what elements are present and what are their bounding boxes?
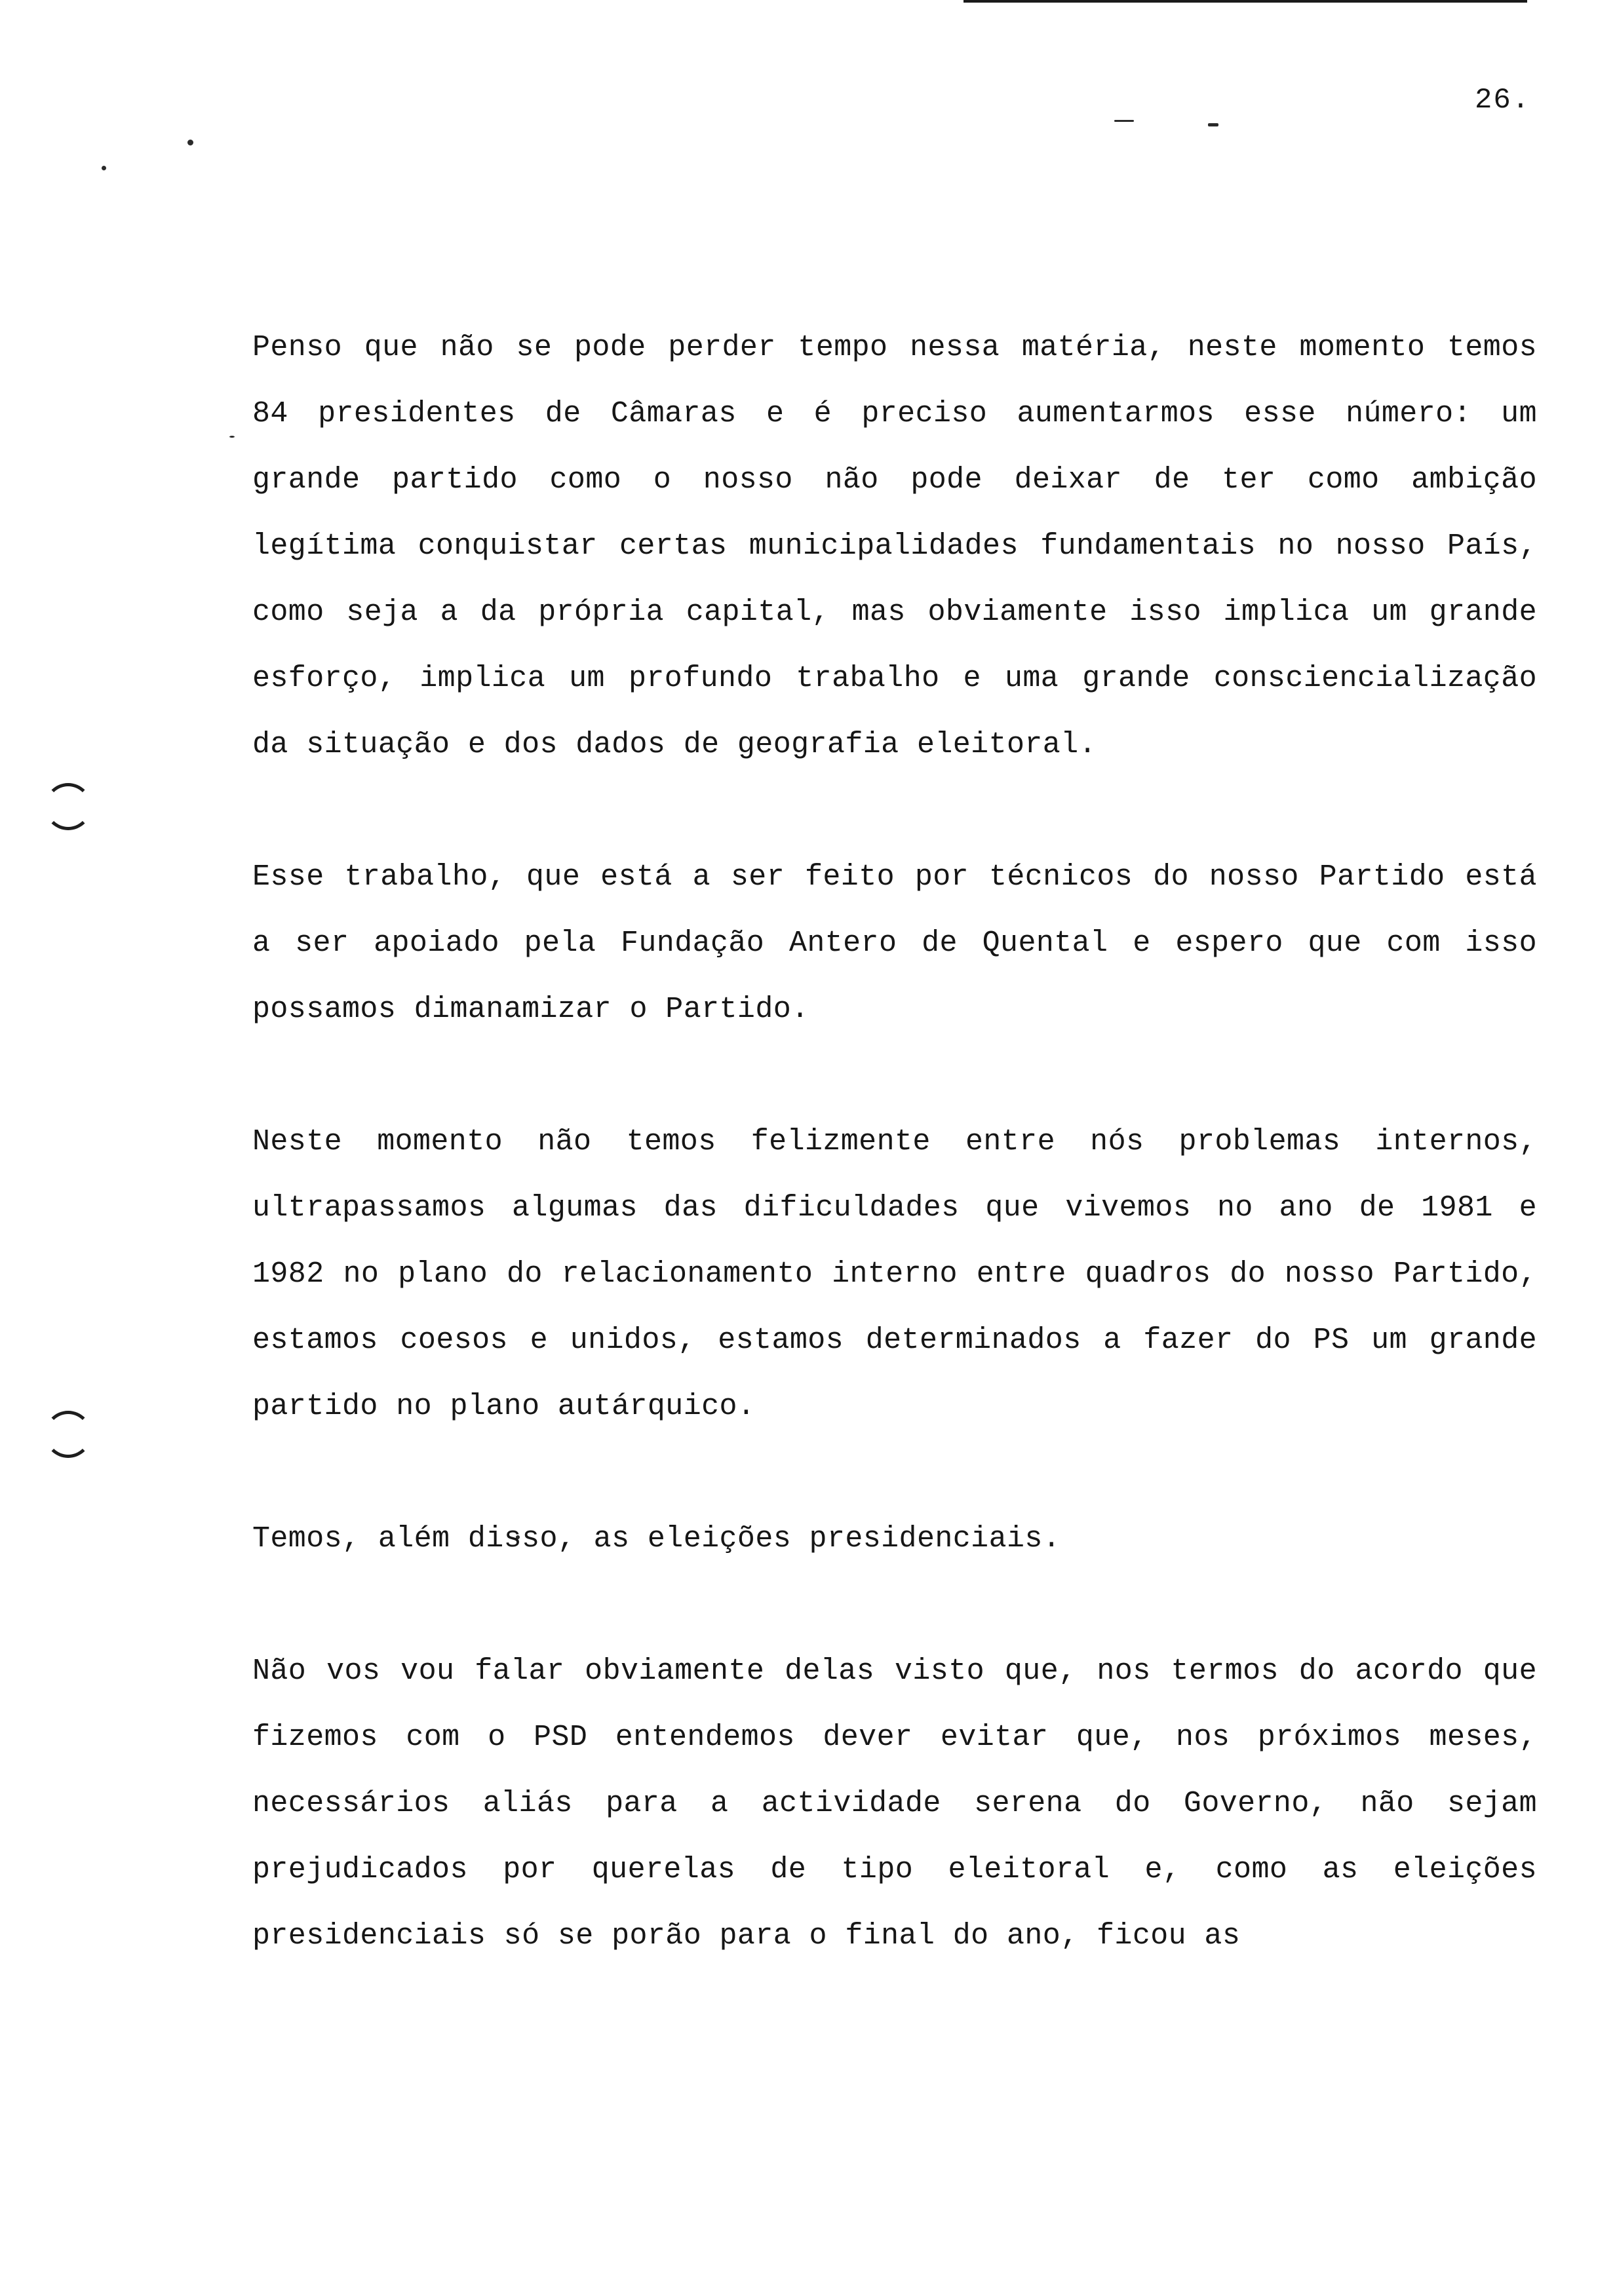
paragraph: Penso que não se pode perder tempo nessa matéria, neste momento temos 84 presidentes de Câmaras e é preciso aumentarmos esse número: um grande partido como o nosso não pode deixar de ter como ambição legítima conquistar certas municipalidades fundamentais no nosso País, como seja a da própria capital, mas obviamente isso implica um grande esforço, implica um profundo trabalho e uma grande consciencialização da situação e dos dados de geografia eleitoral. [252,331,1537,761]
letter-body [252,315,1537,1969]
paragraph: Esse trabalho, que está a ser feito por técnicos do nosso Partido está a ser apoiado pela Fundação Antero de Quental e espero que com isso possamos dimanamizar o Partido. [252,860,1537,1026]
top-edge-rule [963,0,1527,3]
paragraph: Não vos vou falar obviamente delas visto que, nos termos do acordo que fizemos com o PSD entendemos dever evitar que, nos próximos meses, necessários aliás para a actividade serena do Governo, não sejam prejudicados por querelas de tipo eleitoral e, como as eleições presidenciais só se porão para o final do ano, ficou as [252,1655,1537,1953]
speck-mark [1208,123,1218,126]
punch-hole-upper [45,783,92,830]
speck-mark [102,166,106,170]
speck-mark [1114,120,1134,122]
speck-mark [229,436,235,438]
paragraph: Temos, além disso, as eleições presidenciais. [252,1522,1061,1556]
paragraph: Neste momento não temos felizmente entre nós problemas internos, ultrapassamos algumas das dificuldades que vivemos no ano de 1981 e 1982 no plano do relacionamento interno entre quadros do nosso Partido, estamos coesos e unidos, estamos determinados a fazer do PS um grande partido no plano autárquico. [252,1125,1537,1423]
speck-mark [187,140,193,145]
page-number: 26. [1475,84,1531,117]
punch-hole-lower [45,1411,92,1458]
